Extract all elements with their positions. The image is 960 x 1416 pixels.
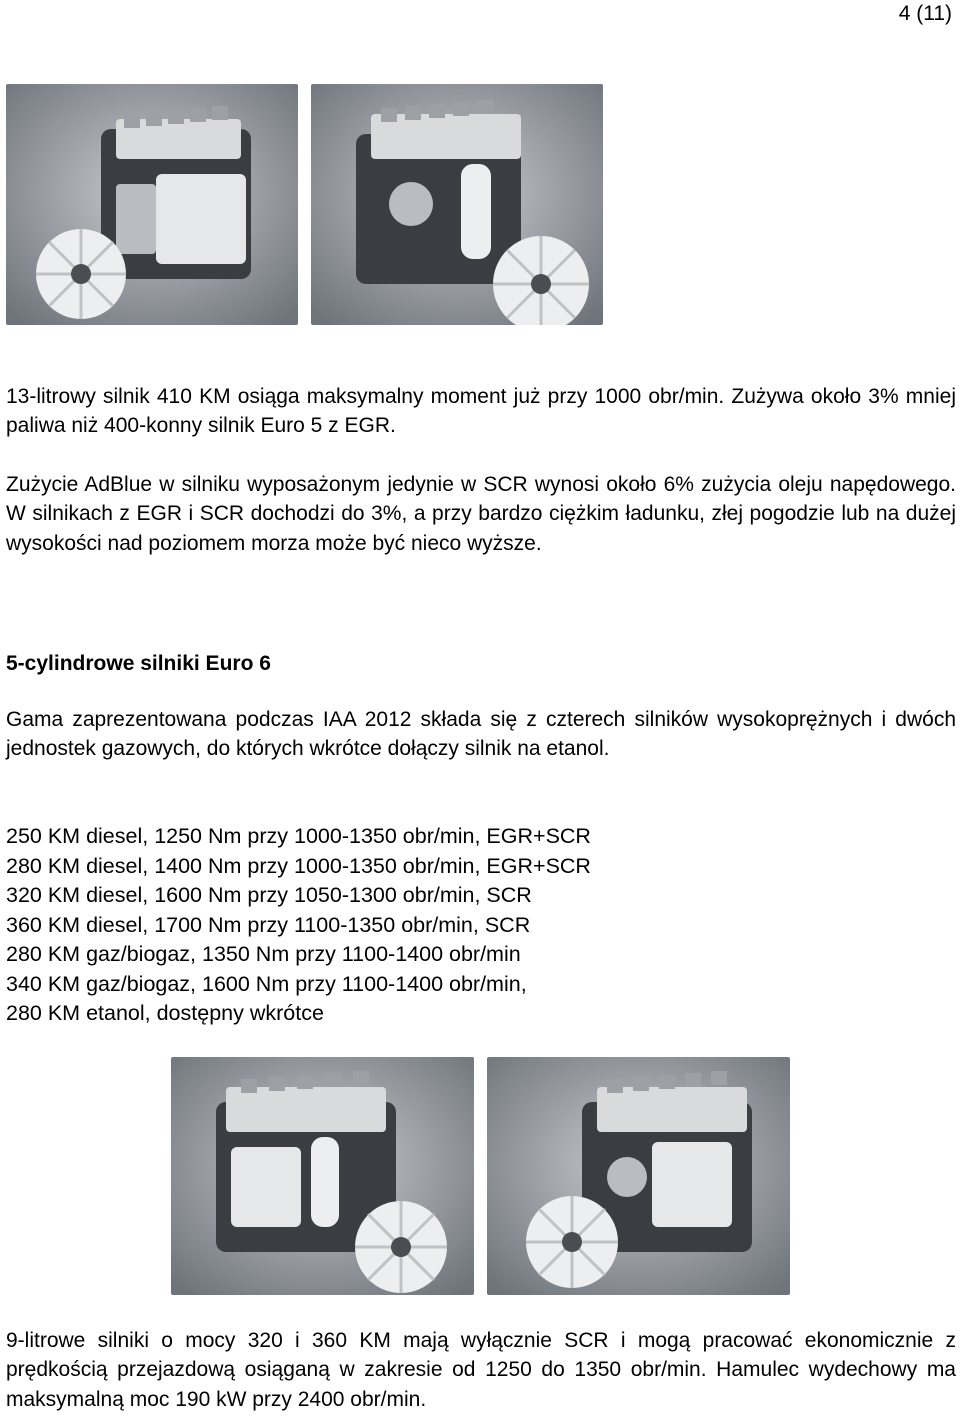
intro-paragraph-2: Zużycie AdBlue w silniku wyposażonym jedynie w SCR wynosi około 6% zużycia oleju napędowego. W silnikach z EGR i SCR dochodzi do 3%, a przy bardzo ciężkim ładunku, złej pogodzie lub na dużej wysokości nad poziomem morza może być nieco wyższe. xyxy=(6,473,956,555)
page-number: 4 (11) xyxy=(898,2,952,25)
spec-item: 280 KM diesel, 1400 Nm przy 1000-1350 obr/min, EGR+SCR xyxy=(6,853,591,878)
closing-paragraph: 9-litrowe silniki o mocy 320 i 360 KM mają wyłącznie SCR i mogą pracować ekonomicznie z prędkością przejazdową osiąganą w zakresie od 1250 do 1350 obr/min. Hamulec wydechowy ma maksymalną moc 190 kW przy 2400 obr/min. xyxy=(6,1329,956,1411)
spec-item: 250 KM diesel, 1250 Nm przy 1000-1350 obr/min, EGR+SCR xyxy=(6,824,591,848)
engine-spec-list xyxy=(6,822,591,1029)
engine-photo-bottom-right xyxy=(487,1057,790,1295)
spec-item: 360 KM diesel, 1700 Nm przy 1100-1350 obr/min, SCR xyxy=(6,912,531,937)
engine-photo-top-left xyxy=(6,84,298,325)
spec-item: 280 KM etanol, dostępny wkrótce xyxy=(6,1001,324,1025)
engine-photo-bottom-left xyxy=(171,1057,474,1295)
spec-item: 280 KM gaz/biogaz, 1350 Nm przy 1100-1400 obr/min xyxy=(6,942,521,966)
spec-item: 320 KM diesel, 1600 Nm przy 1050-1300 obr/min, SCR xyxy=(6,883,532,907)
section-heading: 5-cylindrowe silniki Euro 6 xyxy=(6,652,271,675)
engine-photo-top-right xyxy=(311,84,603,325)
intro-paragraph-1: 13-litrowy silnik 410 KM osiąga maksymalny moment już przy 1000 obr/min. Zużywa około 3% mniej paliwa niż 400-konny silnik Euro 5 z EGR. xyxy=(6,385,956,438)
spec-item: 340 KM gaz/biogaz, 1600 Nm przy 1100-1400 obr/min, xyxy=(6,971,527,996)
section-paragraph: Gama zaprezentowana podczas IAA 2012 składa się z czterech silników wysokoprężnych i dwóch jednostek gazowych, do których wkrótce dołączy silnik na etanol. xyxy=(6,708,956,761)
